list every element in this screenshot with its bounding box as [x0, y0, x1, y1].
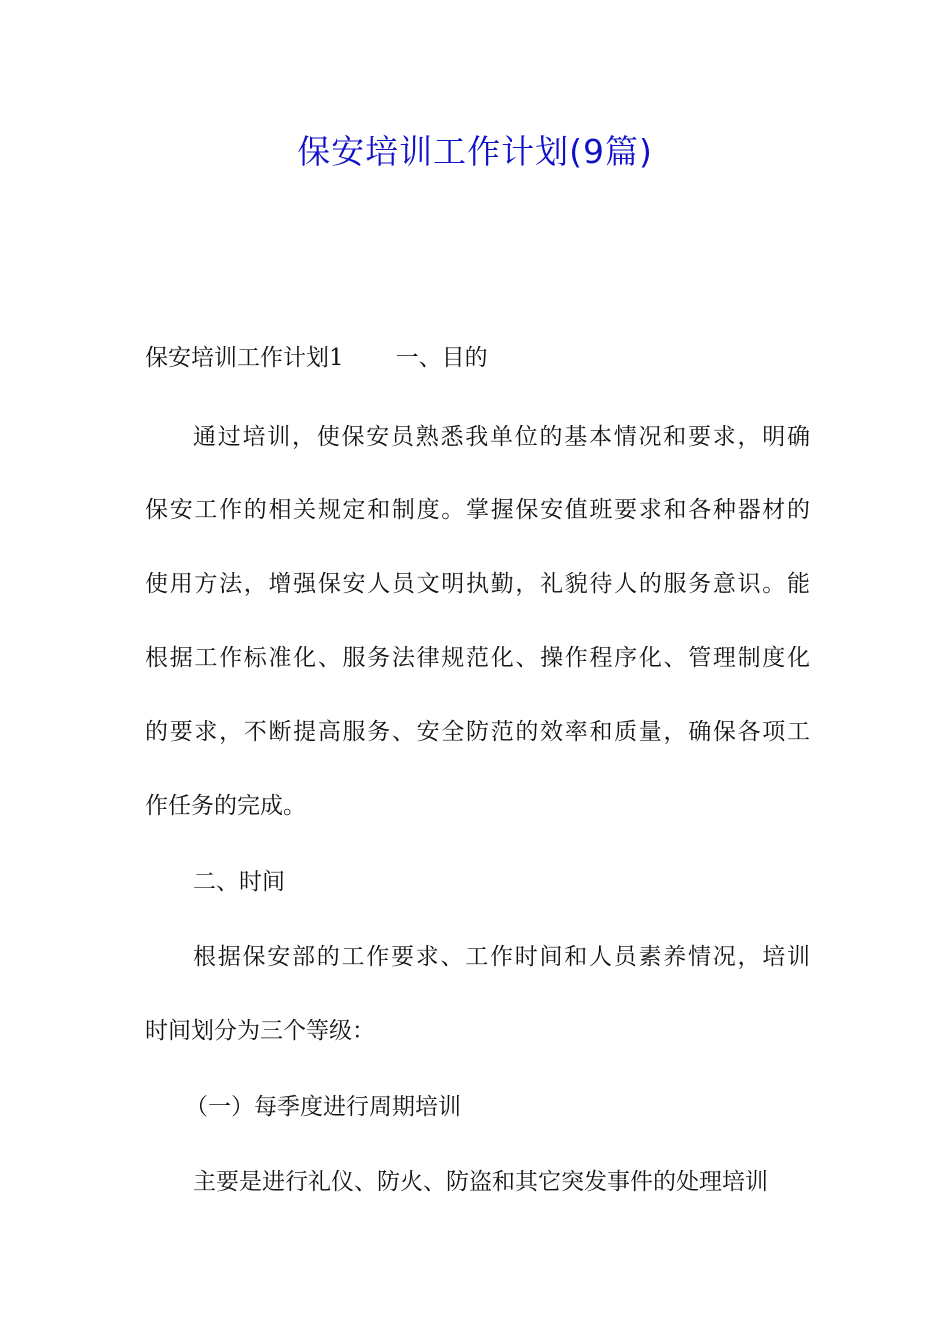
- paragraph-line: 作任务的完成。: [145, 793, 306, 819]
- paragraph-line: 通过培训，使保安员熟悉我单位的基本情况和要求，明确: [193, 424, 810, 450]
- paragraph-line: 保安工作的相关规定和制度。掌握保安值班要求和各种器材的: [145, 497, 810, 523]
- paragraph-line: 的要求，不断提高服务、安全防范的效率和质量，确保各项工: [145, 719, 810, 745]
- paragraph-line: 时间划分为三个等级：: [145, 1018, 375, 1044]
- section-heading-line: [145, 342, 810, 374]
- subheading-quarterly-training: （一）每季度进行周期培训: [185, 1094, 461, 1120]
- subheading-time: 二、时间: [193, 869, 285, 895]
- section-label: 保安培训工作计划1: [145, 345, 344, 371]
- section-heading: 一、目的: [395, 345, 488, 371]
- paragraph-line: 根据工作标准化、服务法律规范化、操作程序化、管理制度化: [145, 645, 810, 671]
- paragraph-line: 主要是进行礼仪、防火、防盗和其它突发事件的处理培训: [193, 1169, 768, 1195]
- document-title: 保安培训工作计划(9篇): [297, 132, 653, 171]
- paragraph-line: 根据保安部的工作要求、工作时间和人员素养情况，培训: [193, 944, 810, 970]
- paragraph-line: 使用方法，增强保安人员文明执勤，礼貌待人的服务意识。能: [145, 571, 810, 597]
